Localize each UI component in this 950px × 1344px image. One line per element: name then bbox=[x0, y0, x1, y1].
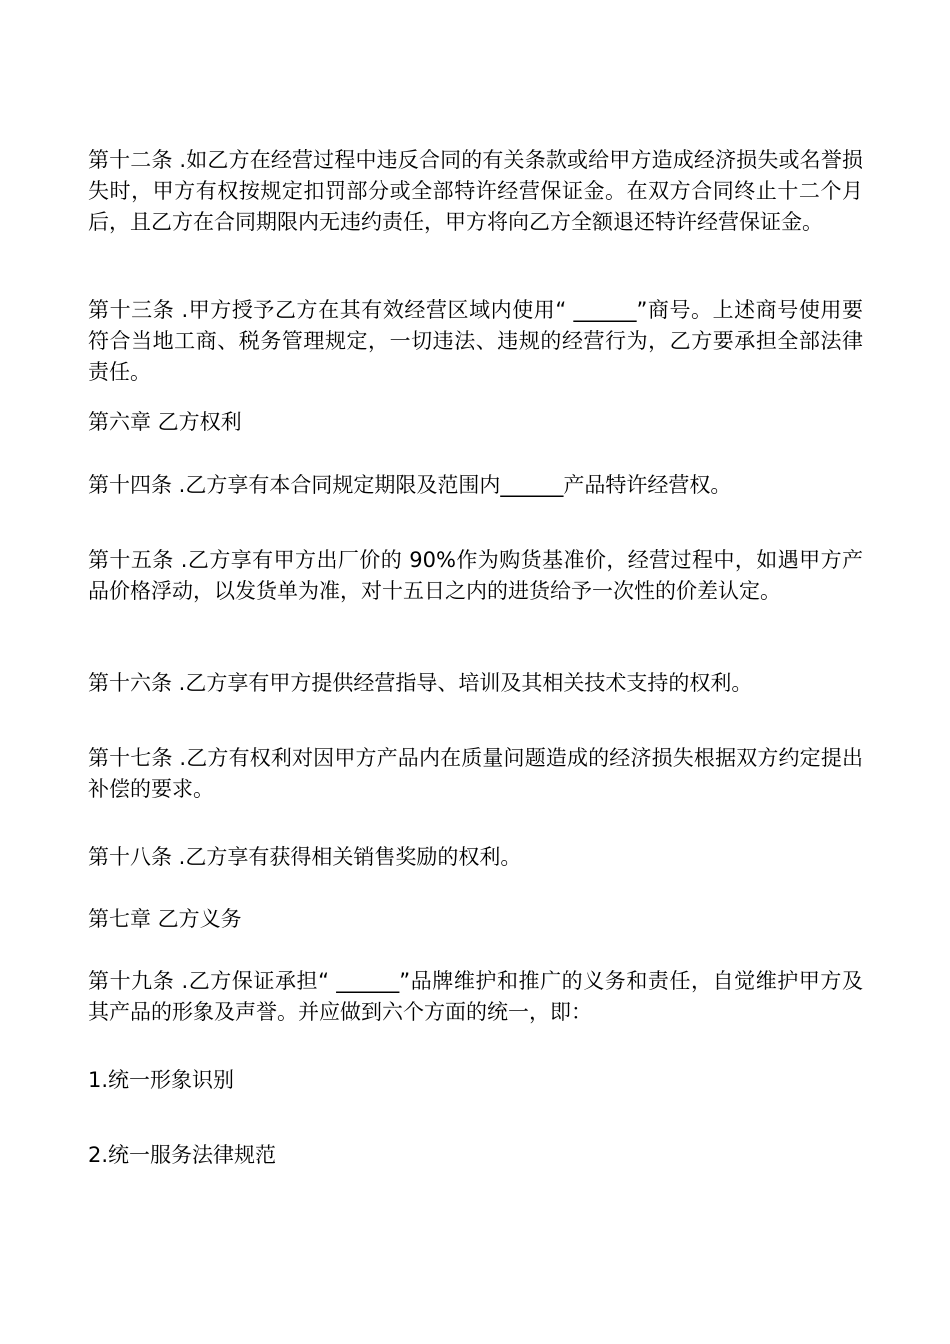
article-19-paragraph: 第十九条 .乙方保证承担“ ______”品牌维护和推广的义务和责任，自觉维护甲方及其产品的形象及声誉。并应做到六个方面的统一，即： bbox=[88, 969, 863, 1024]
chapter-6-heading: 第六章 乙方权利 bbox=[88, 410, 242, 434]
article-15-paragraph: 第十五条 .乙方享有甲方出厂价的 90%作为购货基准价，经营过程中，如遇甲方产品价格浮动，以发货单为准，对十五日之内的进货给予一次性的价差认定。 bbox=[88, 548, 863, 603]
article-18-paragraph: 第十八条 .乙方享有获得相关销售奖励的权利。 bbox=[88, 845, 522, 869]
list-item-1: 1.统一形象识别 bbox=[88, 1068, 235, 1092]
list-item-2: 2.统一服务法律规范 bbox=[88, 1143, 277, 1167]
article-12-paragraph: 第十二条 .如乙方在经营过程中违反合同的有关条款或给甲方造成经济损失或名誉损失时，甲方有权按规定扣罚部分或全部特许经营保证金。在双方合同终止十二个月后，且乙方在合同期限内无违约责任，甲方将向乙方全额退还特许经营保证金。 bbox=[88, 148, 863, 234]
chapter-7-heading: 第七章 乙方义务 bbox=[88, 907, 242, 931]
article-14-paragraph: 第十四条 .乙方享有本合同规定期限及范围内______产品特许经营权。 bbox=[88, 473, 732, 497]
article-16-paragraph: 第十六条 .乙方享有甲方提供经营指导、培训及其相关技术支持的权利。 bbox=[88, 671, 753, 695]
article-17-paragraph: 第十七条 .乙方有权利对因甲方产品内在质量问题造成的经济损失根据双方约定提出补偿的要求。 bbox=[88, 746, 863, 801]
article-13-paragraph: 第十三条 .甲方授予乙方在其有效经营区域内使用“ ______”商号。上述商号使用要符合当地工商、税务管理规定，一切违法、违规的经营行为，乙方要承担全部法律责任。 bbox=[88, 298, 863, 384]
